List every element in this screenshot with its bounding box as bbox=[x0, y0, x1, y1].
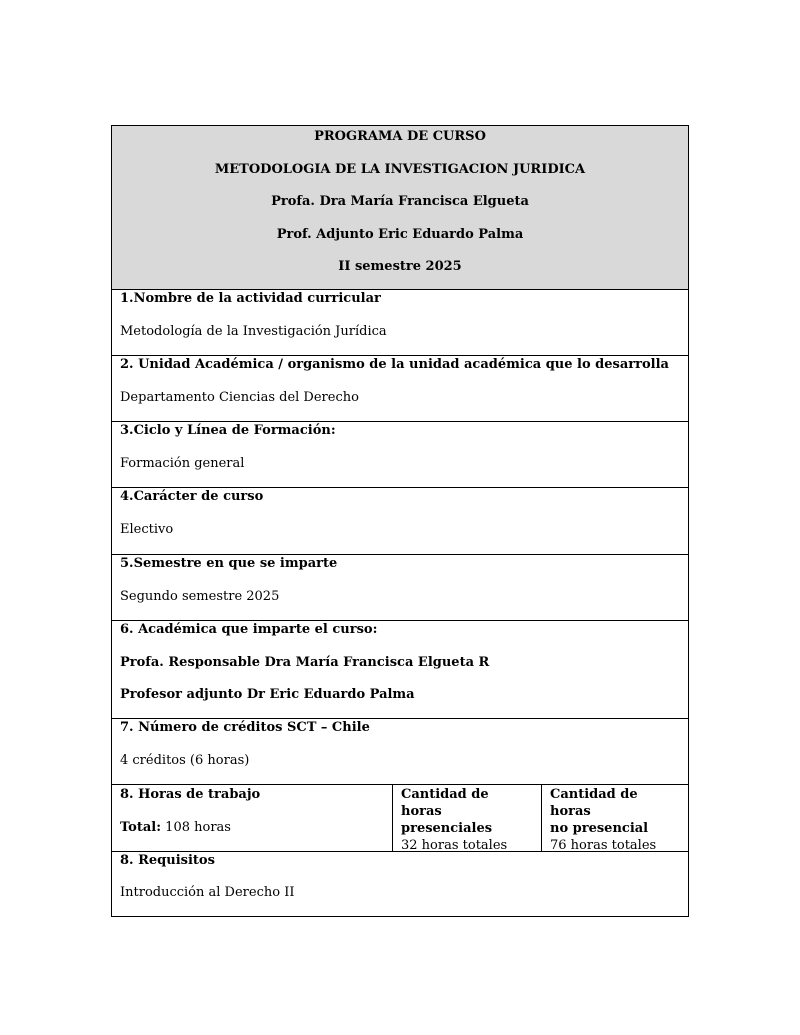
section-value: Metodología de la Investigación Jurídica bbox=[120, 324, 387, 339]
remote-label-2: no presencial bbox=[550, 821, 649, 836]
section-requirements bbox=[112, 852, 688, 916]
section-label: 2. Unidad Académica / organismo de la unidad académica que lo desarrolla bbox=[120, 357, 669, 372]
program-title: PROGRAMA DE CURSO bbox=[314, 129, 486, 144]
section-academic-unit bbox=[112, 356, 688, 422]
course-title: METODOLOGIA DE LA INVESTIGACION JURIDICA bbox=[214, 161, 586, 177]
adjunct-professor: Profesor adjunto Dr Eric Eduardo Palma bbox=[120, 687, 415, 702]
responsible-professor: Profa. Responsable Dra María Francisca Elgueta R bbox=[120, 655, 490, 670]
section-label: 8. Horas de trabajo bbox=[120, 787, 261, 802]
total-value: 108 horas bbox=[165, 820, 231, 835]
work-hours-cell bbox=[112, 785, 393, 851]
remote-hours-cell bbox=[542, 785, 688, 851]
in-person-hours-cell bbox=[393, 785, 542, 851]
in-person-label: Cantidad de horas bbox=[401, 787, 489, 819]
section-value: Electivo bbox=[120, 522, 174, 537]
section-course-name bbox=[112, 290, 688, 356]
in-person-value: 32 horas totales bbox=[401, 838, 508, 853]
total-hours bbox=[120, 819, 231, 836]
section-label: 6. Académica que imparte el curso: bbox=[120, 622, 378, 637]
professor-name: Profa. Dra María Francisca Elgueta bbox=[271, 194, 529, 210]
section-value: Introducción al Derecho II bbox=[120, 885, 295, 900]
remote-value: 76 horas totales bbox=[550, 838, 657, 853]
section-value: Formación general bbox=[120, 456, 245, 471]
section-label: 7. Número de créditos SCT – Chile bbox=[120, 720, 370, 735]
program-header bbox=[112, 126, 688, 290]
section-label: 8. Requisitos bbox=[120, 853, 215, 868]
section-work-hours bbox=[112, 785, 688, 852]
section-label: 1.Nombre de la actividad curricular bbox=[120, 291, 381, 306]
section-value: 4 créditos (6 horas) bbox=[120, 753, 250, 768]
section-label: 3.Ciclo y Línea de Formación: bbox=[120, 423, 336, 438]
section-course-type bbox=[112, 488, 688, 555]
semester-label: II semestre 2025 bbox=[338, 259, 462, 275]
section-value: Departamento Ciencias del Derecho bbox=[120, 390, 359, 405]
remote-label: Cantidad de horas bbox=[550, 787, 638, 819]
in-person-label-2: presenciales bbox=[401, 821, 493, 836]
section-semester bbox=[112, 555, 688, 621]
course-program-table bbox=[111, 125, 689, 917]
section-label: 4.Carácter de curso bbox=[120, 489, 264, 504]
section-instructors bbox=[112, 621, 688, 719]
adjunct-professor-name: Prof. Adjunto Eric Eduardo Palma bbox=[276, 226, 524, 242]
total-label: Total: bbox=[120, 820, 162, 835]
section-label: 5.Semestre en que se imparte bbox=[120, 556, 338, 571]
section-cycle bbox=[112, 422, 688, 488]
section-value: Segundo semestre 2025 bbox=[120, 589, 280, 604]
section-credits bbox=[112, 719, 688, 785]
